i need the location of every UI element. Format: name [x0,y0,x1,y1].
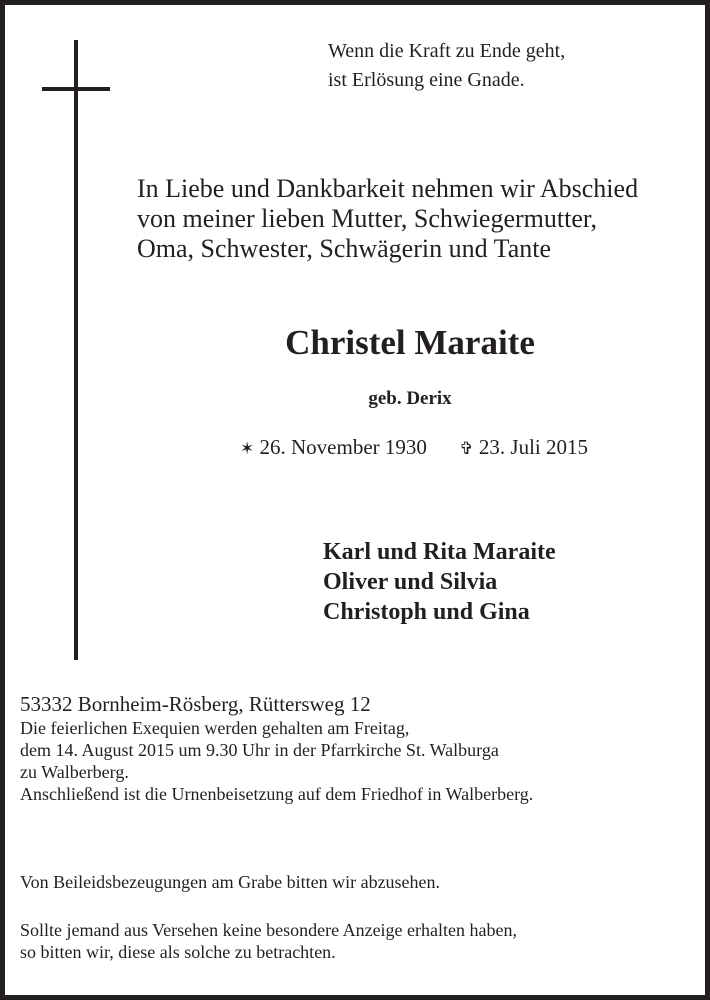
birth-date: 26. November 1930 [259,435,427,459]
intro-text [137,174,638,264]
service-line: zu Walberberg. [20,762,129,782]
death-date: 23. Juli 2015 [478,435,588,459]
cross-icon [74,40,78,660]
maiden-name: geb. Derix [368,388,452,409]
service-info [20,717,533,805]
notice-line: so bitten wir, diese als solche zu betrachten. [20,942,336,962]
family-member: Christoph und Gina [323,599,530,625]
intro-line: Oma, Schwester, Schwägerin und Tante [137,234,551,263]
condolences-note: Von Beileidsbezeugungen am Grabe bitten wir abzusehen. [20,872,441,892]
notice [20,919,517,963]
service-line: Anschließend ist die Urnenbeisetzung auf dem Friedhof in Walberberg. [20,784,534,804]
life-dates [240,435,588,460]
cross-small-icon: ✞ [459,439,474,459]
intro-line: In Liebe und Dankbarkeit nehmen wir Abschied [137,174,639,203]
intro-line: von meiner lieben Mutter, Schwiegermutter, [137,204,598,233]
notice-line: Sollte jemand aus Versehen keine besondere Anzeige erhalten haben, [20,920,517,940]
service-line: Die feierlichen Exequien werden gehalten am Freitag, [20,718,410,738]
deceased-name: Christel Maraite [285,323,535,362]
star-icon: ✶ [240,439,255,459]
address: 53332 Bornheim-Rösberg, Rüttersweg 12 [20,692,371,716]
motto [328,37,565,95]
cross-icon-bar [42,87,110,91]
family-member: Karl und Rita Maraite [323,539,556,565]
family-list [323,537,556,627]
motto-line: Wenn die Kraft zu Ende geht, [328,40,566,62]
service-line: dem 14. August 2015 um 9.30 Uhr in der Pfarrkirche St. Walburga [20,740,499,760]
family-member: Oliver und Silvia [323,569,498,595]
motto-line: ist Erlösung eine Gnade. [328,69,525,91]
